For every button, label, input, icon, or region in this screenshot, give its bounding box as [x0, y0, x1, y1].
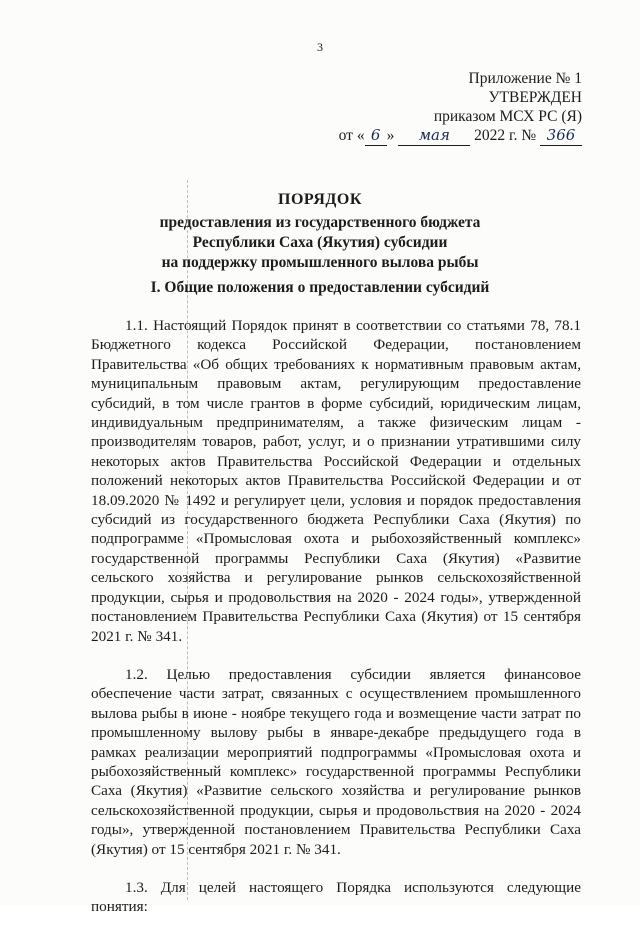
- handwritten-order-number: 366: [540, 126, 582, 146]
- appendix-label: Приложение № 1: [468, 70, 582, 87]
- title-line-2: Республики Саха (Якутия) субсидии: [192, 234, 448, 251]
- title-main: ПОРЯДОК: [278, 191, 362, 208]
- approved-label: УТВЕРЖДЕН: [488, 89, 582, 106]
- body-text: [91, 316, 581, 936]
- order-date-line: [339, 126, 582, 146]
- date-mid: »: [386, 127, 395, 144]
- approval-block: [339, 69, 582, 146]
- title-line-3: на поддержку промышленного вылова рыбы: [161, 254, 479, 271]
- paragraph-1-1: 1.1. Настоящий Порядок принят в соответствии со статьями 78, 78.1 Бюджетного кодекса Российской Федерации, постановлением Правительства «Об общих требованиях к нормативным правовым актам, муниципальным правовым актам, регулирующим предоставление субсидий, в том числе грантов в форме субсидий, юридическим лицам, индивидуальным предпринимателям, а также физическим лицам - производителям товаров, работ, услуг, и о признании утратившими силу некоторых актов Правительства Российской Федерации и отдельных положений некоторых актов Правительства Российской Федерации и от 18.09.2020 № 1492 и регулирует цели, условия и порядок предоставления субсидий из государственного бюджета Республики Саха (Якутия) по подпрограмме «Промысловая охота и рыбохозяйственный комплекс» государственной программы Республики Саха (Якутия) «Развитие сельского хозяйства и регулирование рынков сельскохозяйственной продукции, сырья и продовольствия на 2020 - 2024 годы», утвержденной постановлением Правительства Республики Саха (Якутия) от 15 сентября 2021 г. № 341.: [91, 317, 581, 645]
- page-number: 3: [317, 40, 323, 54]
- handwritten-day: 6: [365, 126, 387, 146]
- date-prefix: от «: [338, 127, 365, 144]
- order-by-label: приказом МСХ РС (Я): [433, 108, 582, 125]
- section-heading: I. Общие положения о предоставлении субсидий: [150, 279, 490, 296]
- date-year: 2022 г. №: [474, 127, 537, 144]
- document-title: [0, 190, 640, 273]
- title-line-1: предоставления из государственного бюджета: [159, 214, 481, 231]
- handwritten-month: мая: [398, 126, 470, 146]
- paragraph-1-3: 1.3. Для целей настоящего Порядка используются следующие понятия:: [91, 878, 581, 916]
- paragraph-1-2: 1.2. Целью предоставления субсидии является финансовое обеспечение части затрат, связанных с осуществлением промышленного вылова рыбы в июне - ноябре текущего года и возмещение части затрат по промышленному вылову рыбы в январе-декабре предыдущего года в рамках реализации мероприятий подпрограммы «Промысловая охота и рыбохозяйственный комплекс» государственной программы Республики Саха (Якутия) «Развитие сельского хозяйства и регулирование рынков сельскохозяйственной продукции, сырья и продовольствия на 2020 - 2024 годы», утвержденной постановлением Правительства Республики Саха (Якутия) от 15 сентября 2021 г. № 341.: [91, 665, 581, 858]
